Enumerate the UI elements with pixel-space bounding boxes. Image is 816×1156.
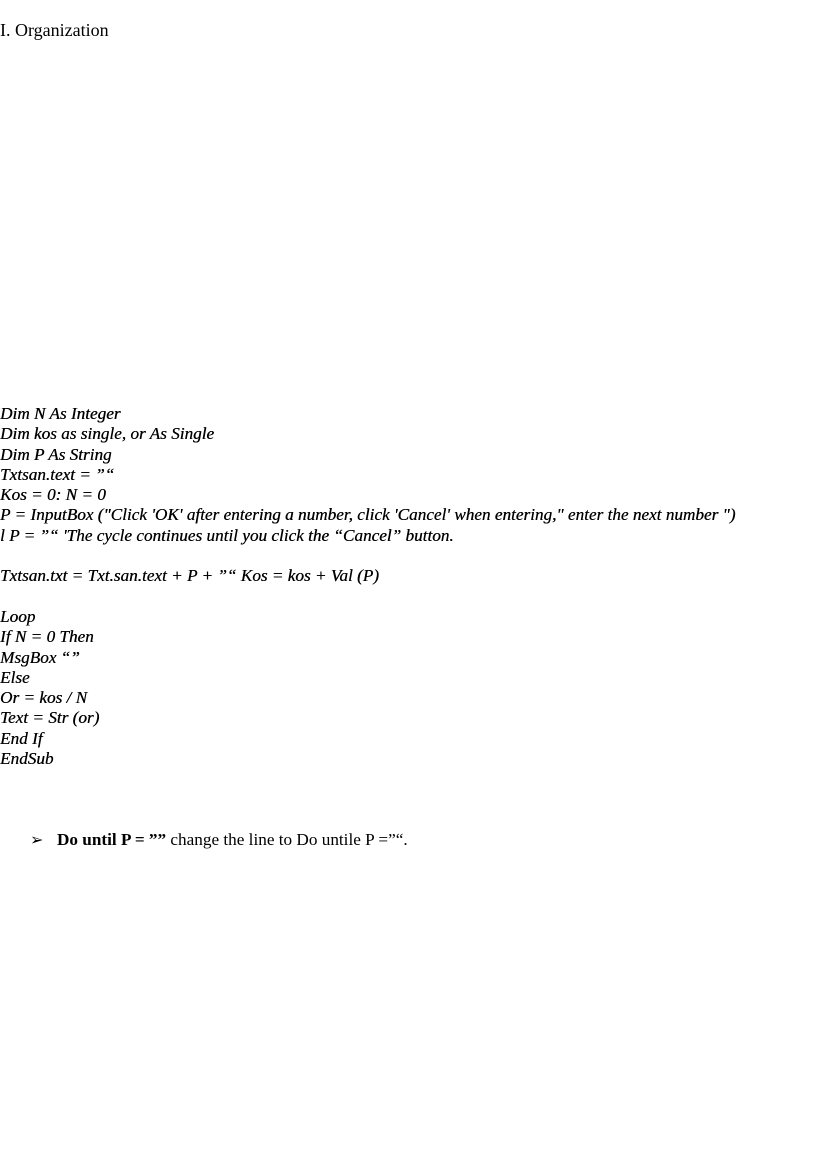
code-line-blank [0, 546, 812, 566]
code-line: Dim P As String [0, 444, 112, 464]
code-line: l P = ”“ 'The cycle continues until you click the “Cancel” button. [0, 525, 454, 545]
note-text: change the line to Do untile P =”“. [166, 830, 408, 849]
code-line: End If [0, 728, 43, 748]
code-block [0, 404, 812, 769]
code-line: Kos = 0: N = 0 [0, 485, 106, 505]
code-line: EndSub [0, 749, 54, 769]
code-line: Loop [0, 606, 36, 626]
code-line: MsgBox “” [0, 647, 80, 667]
note-bold-text: Do until P = ”” [57, 830, 167, 849]
code-line: Txtsan.text = ”“ [0, 464, 115, 484]
code-line: Text = Str (or) [0, 708, 100, 728]
section-heading: I. Organization [0, 20, 109, 40]
code-line: Else [0, 667, 30, 687]
arrow-bullet-icon: ➢ [30, 830, 44, 849]
code-line: If N = 0 Then [0, 627, 94, 647]
code-line-blank [0, 587, 812, 607]
code-line: Dim N As Integer [0, 404, 121, 423]
bullet-note [30, 829, 408, 851]
code-line: Dim kos as single, or As Single [0, 424, 215, 444]
code-line: P = InputBox ("Click 'OK' after entering a number, click 'Cancel' when entering," enter the next number ") [0, 505, 736, 525]
code-line: Or = kos / N [0, 688, 88, 708]
code-line: Txtsan.txt = Txt.san.text + P + ”“ Kos = kos + Val (P) [0, 566, 379, 586]
